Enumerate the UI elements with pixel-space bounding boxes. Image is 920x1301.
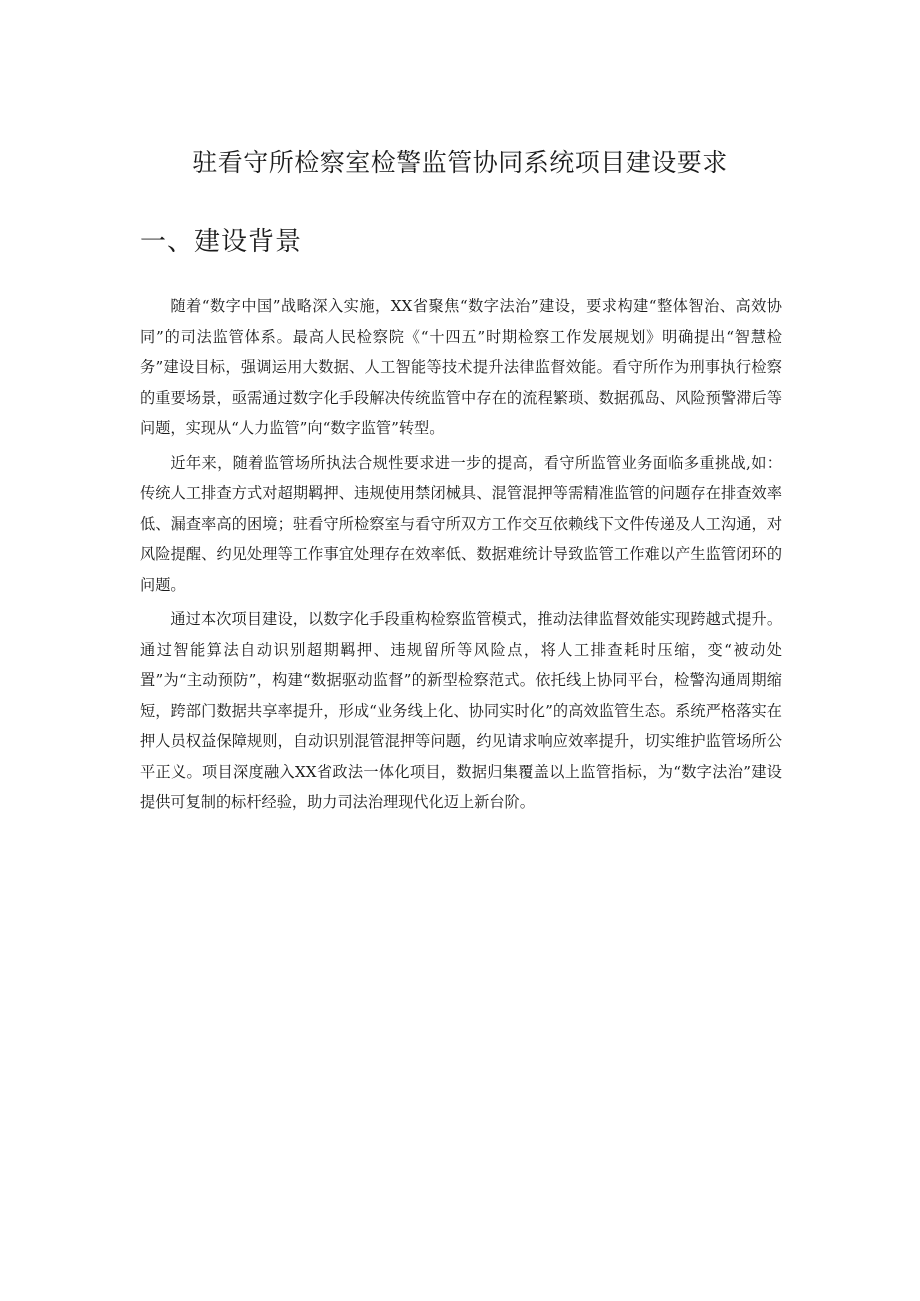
body-text	[140, 291, 782, 822]
paragraph: 近年来，随着监管场所执法合规性要求进一步的提高，看守所监管业务面临多重挑战,如：传统人工排查方式对超期羁押、违规使用禁闭械具、混管混押等需精准监管的问题存在排查效率低、漏查率高的困境；驻看守所检察室与看守所双方工作交互依赖线下文件传递及人工沟通，对风险提醒、约见处理等工作事宜处理存在效率低、数据难统计导致监管工作难以产生监管闭环的问题。	[140, 453, 782, 594]
document-title: 驻看守所检察室检警监管协同系统项目建设要求	[192, 148, 728, 177]
section-heading: 一、建设背景	[140, 227, 303, 257]
paragraph: 通过本次项目建设，以数字化手段重构检察监管模式，推动法律监督效能实现跨越式提升。通过智能算法自动识别超期羁押、违规留所等风险点，将人工排查耗时压缩，变“被动处置”为“主动预防”，构建“数据驱动监督”的新型检察范式。依托线上协同平台，检警沟通周期缩短，跨部门数据共享率提升，形成“业务线上化、协同实时化”的高效监管生态。系统严格落实在押人员权益保障规则，自动识别混管混押等问题，约见请求响应效率提升，切实维护监管场所公平正义。项目深度融入XX省政法一体化项目，数据归集覆盖以上监管指标，为“数字法治”建设提供可复制的标杆经验，助力司法治理现代化迈上新台阶。	[140, 610, 782, 811]
paragraph: 随着“数字中国”战略深入实施，XX省聚焦“数字法治”建设，要求构建“整体智治、高效协同”的司法监管体系。最高人民检察院《“十四五”时期检察工作发展规划》明确提出“智慧检务”建设目标，强调运用大数据、人工智能等技术提升法律监督效能。看守所作为刑事执行检察的重要场景，亟需通过数字化手段解决传统监管中存在的流程繁琐、数据孤岛、风险预警滞后等问题，实现从“人力监管”向“数字监管”转型。	[140, 297, 782, 437]
